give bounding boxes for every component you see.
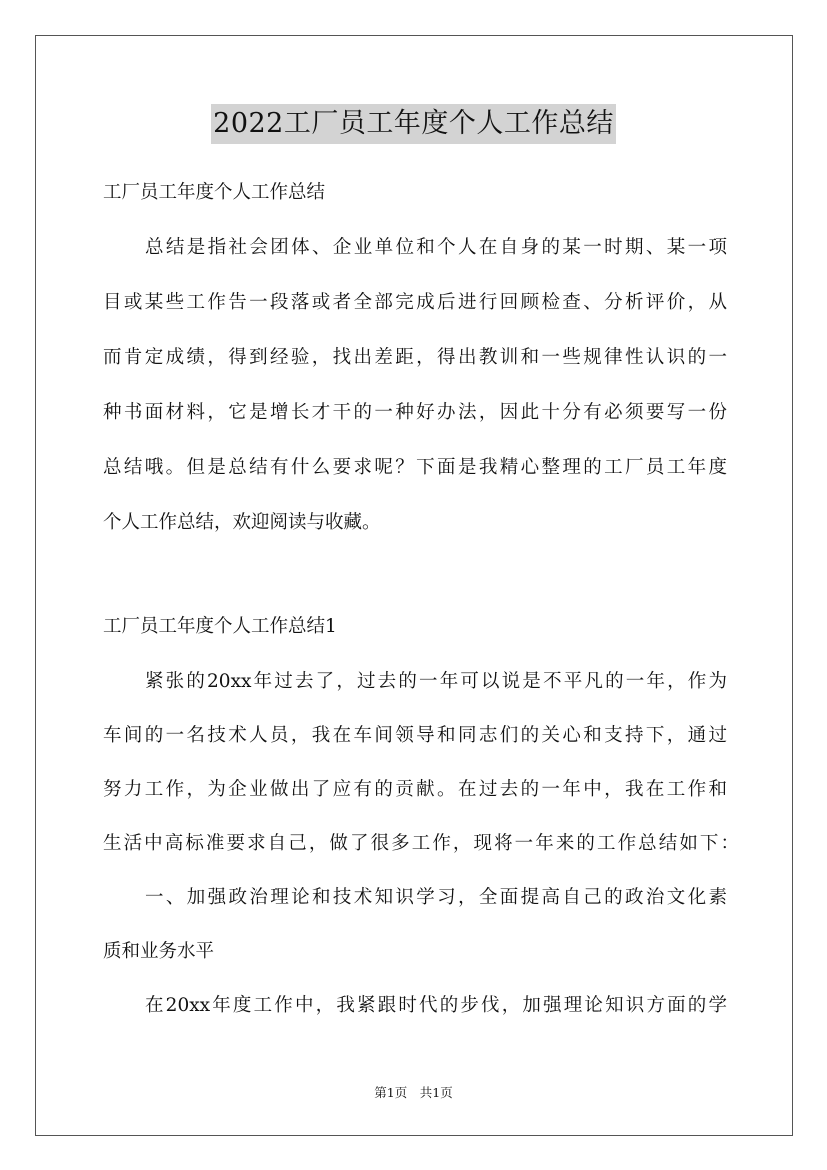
body-line: 在20xx年度工作中，我紧跟时代的步伐，加强理论知识方面的学 bbox=[145, 995, 727, 1016]
section-heading-intro: 工厂员工年度个人工作总结 bbox=[103, 182, 326, 203]
body-line: 努力工作，为企业做出了应有的贡献。在过去的一年中，我在工作和 bbox=[103, 779, 727, 800]
intro-line: 而肯定成绩，得到经验，找出差距，得出教训和一些规律性认识的一 bbox=[103, 347, 727, 368]
intro-line: 个人工作总结，欢迎阅读与收藏。 bbox=[103, 512, 381, 533]
intro-line: 目或某些工作告一段落或者全部完成后进行回顾检查、分析评价，从 bbox=[103, 292, 727, 313]
intro-line: 种书面材料，它是增长才干的一种好办法，因此十分有必须要写一份 bbox=[103, 402, 727, 423]
body-line: 一、加强政治理论和技术知识学习，全面提高自己的政治文化素 bbox=[145, 887, 727, 908]
page-footer: 第1页 共1页 bbox=[374, 1085, 453, 1100]
body-line: 生活中高标准要求自己，做了很多工作，现将一年来的工作总结如下： bbox=[103, 833, 739, 854]
intro-line: 总结是指社会团体、企业单位和个人在自身的某一时期、某一项 bbox=[145, 237, 727, 258]
body-line: 质和业务水平 bbox=[103, 941, 215, 962]
section-heading-1: 工厂员工年度个人工作总结1 bbox=[103, 616, 337, 637]
title-container bbox=[0, 104, 827, 144]
body-line: 车间的一名技术人员，我在车间领导和同志们的关心和支持下，通过 bbox=[103, 725, 727, 746]
document-title: 2022工厂员工年度个人工作总结 bbox=[211, 104, 616, 144]
intro-line: 总结哦。但是总结有什么要求呢？下面是我精心整理的工厂员工年度 bbox=[103, 457, 727, 478]
body-line: 紧张的20xx年过去了，过去的一年可以说是不平凡的一年，作为 bbox=[145, 671, 727, 692]
